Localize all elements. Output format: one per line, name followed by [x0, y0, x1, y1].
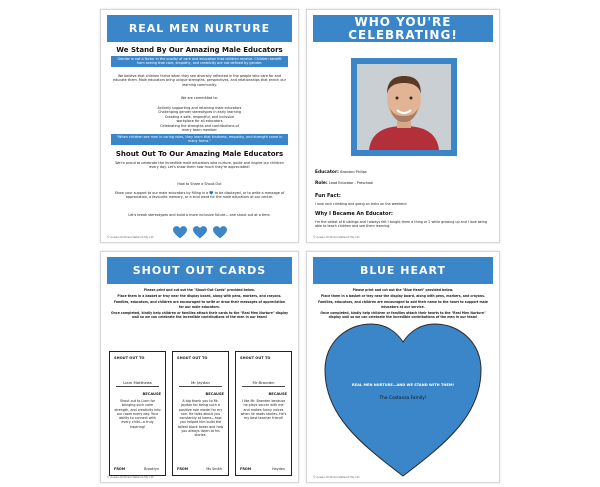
card-divider — [116, 386, 159, 387]
list-item: Challenging gender stereotypes in early learning — [158, 110, 241, 115]
card-because: BECAUSE — [268, 392, 287, 396]
educator-photo — [357, 64, 451, 150]
page-footer: © Aussie Childcare Network Pty Ltd — [107, 236, 154, 239]
shout-out-paragraph: We're proud to celebrate the incredible male educators who nurture, guide and inspire our children every day. Let's show them how much they're appreciated! — [115, 161, 284, 170]
card-divider — [179, 386, 222, 387]
card-title: SHOUT OUT TO — [114, 356, 145, 360]
heart-message: REAL MEN NURTURE—AND WE STAND WITH THEM! — [351, 383, 455, 387]
card-message: Shout out to Liam for bringing such calm strength, and creativity into our room every day. Your ability to connect with every child—a truly inspiring! — [114, 399, 161, 429]
why-label: Why I Became An Educator: — [315, 211, 393, 217]
shout-out-card — [172, 351, 229, 476]
card-title: SHOUT OUT TO — [240, 356, 271, 360]
card-recipient: Mr Jaydan — [191, 380, 210, 385]
card-because: BECAUSE — [142, 392, 161, 396]
list-item: every team member — [182, 128, 217, 133]
card-because: BECAUSE — [205, 392, 224, 396]
card-from: FROM — [240, 467, 252, 471]
instruction-line: Once completed, kindly help children or families attach their hearts to the "Real Men Nurture" display wall so we can celebrate the incredible contributions of the men in our team! — [320, 310, 486, 319]
educator-portrait-image — [357, 64, 451, 150]
card-from: FROM — [114, 467, 126, 471]
card-from-name: Hayden — [271, 467, 285, 471]
card-title: SHOUT OUT TO — [177, 356, 208, 360]
page-banner: WHO YOU'RE CELEBRATING! — [313, 15, 493, 42]
card-message: A big thank you to Mr. Jaydan for being such a positive role model for my son. He talks about you constantly at home—how you helped him build the tallest block tower and how you always listen to his stories. — [177, 399, 224, 438]
page-blue-heart — [306, 251, 500, 483]
instructions — [317, 288, 489, 319]
page-shout-out-cards — [100, 251, 299, 483]
page-banner: REAL MEN NURTURE — [107, 15, 292, 42]
fun-fact-label: Fun Fact: — [315, 193, 341, 199]
page-real-men-nurture — [100, 9, 299, 243]
card-from-name: Brooklyn — [144, 467, 159, 471]
instruction-line: Please print and cut out the "Blue Heart" provided below. — [352, 288, 454, 292]
instruction-line: Place them in a basket or tray near the display board, along with pens, markers, and crayons. — [320, 294, 486, 299]
page-footer: © Aussie Childcare Network Pty Ltd — [313, 236, 360, 239]
page-footer: © Aussie Childcare Network Pty Ltd — [313, 476, 360, 479]
page-footer: © Aussie Childcare Network Pty Ltd — [107, 476, 154, 479]
quote-box: "When children see men in caring roles, they learn that kindness, empathy, and strength come in many forms." — [111, 134, 288, 145]
shout-out-card — [109, 351, 166, 476]
why-value: I'm the oldest of 6 siblings and I always felt I taught them a thing or 2 while growing up and I love being able to teach children and see them learning. — [315, 220, 488, 229]
role-value: Lead Educator - Preschool — [329, 181, 374, 185]
instruction-line: Once completed, kindly help children or families attach their cards to the "Real Men Nurture" display wall so we can celebrate the incredible contributions of the men in our team! — [111, 310, 288, 319]
closing-paragraph: Let's break stereotypes and build a more inclusive future— one shout out at a time. — [128, 213, 271, 217]
instruction-line: Families, educators, and children are encouraged to write or draw their messages of appreciation for our male educators. — [113, 300, 286, 309]
card-from-name: Ms Smith — [206, 467, 222, 471]
list-item: Celebrating the strengths and contributions of — [160, 123, 239, 128]
commitments-list — [111, 106, 288, 133]
page-banner: BLUE HEART — [313, 257, 493, 284]
educator-row — [315, 170, 367, 175]
card-from: FROM — [177, 467, 189, 471]
card-recipient: Liam Matthews — [123, 380, 152, 385]
heart-icon — [213, 226, 227, 239]
list-item: Actively supporting and retaining male educators — [157, 106, 242, 110]
section-heading: We Stand By Our Amazing Male Educators — [116, 46, 283, 54]
card-recipient: Mr Branden — [252, 380, 275, 385]
fun-fact-value: I love rock climbing and going on treks on the weekend — [315, 202, 407, 206]
heart-icon — [173, 226, 187, 239]
photo-frame — [351, 58, 457, 156]
instructions — [111, 288, 288, 319]
role-label: Role: — [315, 181, 328, 186]
heart-family-name: The Costanza Family! — [379, 396, 427, 401]
page-who-youre-celebrating — [306, 9, 500, 243]
educator-label: Educator: — [315, 170, 339, 175]
card-divider — [242, 386, 285, 387]
instruction-line: Place them in a basket or tray near the display board, along with pens, markers, and crayons. — [117, 294, 282, 299]
heart-icon — [193, 226, 207, 239]
committed-label: We are committed to: — [181, 96, 218, 100]
educator-value: Brandon Philips — [340, 170, 367, 174]
list-item: Creating a safe, respectful, and inclusive — [164, 114, 235, 119]
how-to-paragraph: Show your support to our male educators by filling in a 💙 to be displayed, or to write a message of appreciation, a favourite memory, or a kind word for the male educators at our centre. — [114, 191, 285, 200]
how-to-heading: How to Share a Shout-Out — [177, 182, 222, 186]
card-message: I like Mr. Branden because he plays soccer with me and makes funny voices when he reads stories. He's my best teacher friend! — [240, 399, 287, 421]
section-heading: Shout Out To Our Amazing Male Educators — [115, 150, 284, 158]
list-item: workplace for all educators — [176, 119, 223, 124]
shout-out-card — [235, 351, 292, 476]
highlight-box: Gender is not a factor in the quality of care and education that children receive. Children benefit from seeing that care, empathy, and creativity are not defined by gender. — [111, 56, 288, 67]
page-banner: SHOUT OUT CARDS — [107, 257, 292, 284]
role-row — [315, 181, 373, 186]
instruction-line: Families, educators, and children are encouraged to add their name to the heart to support male educators at our service. — [318, 300, 488, 309]
intro-paragraph: We believe that children thrive when they see diversity reflected in the people who care for and educate them. Male educators bring unique strengths, perspectives, and relationships that enrich our learning community. — [113, 74, 286, 87]
instruction-line: Please print and cut out the "Shout-Out Cards" provided below. — [143, 288, 256, 292]
